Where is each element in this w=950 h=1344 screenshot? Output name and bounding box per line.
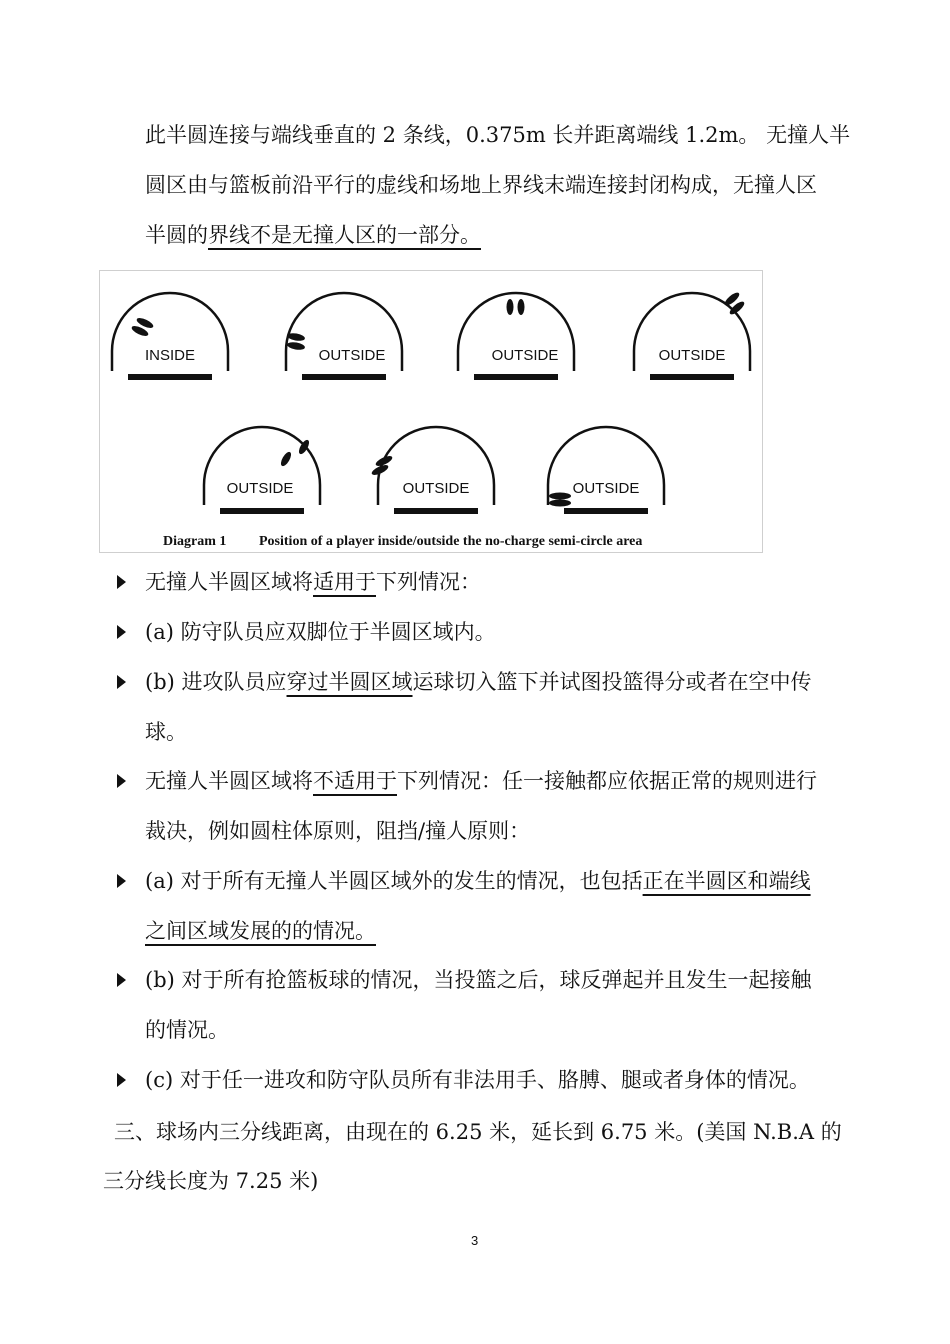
item-text: 无撞人半圆区域将: [145, 769, 313, 793]
bullet-item-5-cont: [145, 916, 376, 946]
underlined-phrase: 适用于: [313, 570, 376, 594]
intro-line-1: 此半圆连接与端线垂直的 2 条线，0.375m 长并距离端线 1.2m。 无撞人半: [145, 123, 851, 147]
underlined-phrase: 不适用于: [313, 769, 397, 793]
page-number: 3: [471, 1233, 479, 1248]
bullet-item-1: [145, 567, 481, 597]
item-text: (a) 对于所有无撞人半圆区域外的发生的情况，也包括: [145, 869, 643, 893]
foot-mark: [279, 450, 293, 467]
item-text: 无撞人半圆区域将: [145, 570, 313, 594]
bullet-item-2: (a) 防守队员应双脚位于半圆区域内。: [145, 620, 496, 644]
bullet-icon: [117, 675, 126, 689]
diagram-label-3: OUTSIDE: [491, 347, 559, 364]
section-3-line-1: 三、球场内三分线距离，由现在的 6.25 米，延长到 6.75 米。(美国 N.B.A 的: [114, 1120, 842, 1144]
baseline-3: [474, 374, 558, 380]
baseline-6: [394, 508, 478, 514]
diagram-label-5: OUTSIDE: [226, 480, 294, 497]
intro-line-2: 圆区由与篮板前沿平行的虚线和场地上界线末端连接封闭构成，无撞人区: [145, 173, 817, 197]
underlined-phrase: 之间区域发展的的情况。: [145, 919, 376, 943]
foot-mark: [507, 299, 514, 315]
foot-mark: [518, 299, 525, 315]
bullet-icon: [117, 973, 126, 987]
diagram-svg: [100, 271, 764, 554]
diagram-caption-id: Diagram 1: [163, 534, 227, 549]
diagram-label-4: OUTSIDE: [658, 347, 726, 364]
underlined-phrase: 界线不是无撞人区的一部分。: [208, 223, 481, 247]
underlined-phrase: 正在半圆区和端线: [642, 869, 811, 893]
section-3-line-2: 三分线长度为 7.25 米): [103, 1169, 319, 1193]
bullet-icon: [117, 874, 126, 888]
item-text: 运球切入篮下并试图投篮得分或者在空中传: [412, 670, 812, 694]
foot-mark: [287, 341, 306, 351]
item-text: 下列情况：任一接触都应依据正常的规则进行: [397, 769, 817, 793]
bullet-item-7: (c) 对于任一进攻和防守队员所有非法用手、胳膊、腿或者身体的情况。: [145, 1068, 810, 1092]
foot-mark: [549, 493, 571, 500]
baseline-2: [302, 374, 386, 380]
bullet-item-5: [145, 866, 811, 896]
bullet-item-4-cont: 裁决，例如圆柱体原则，阻挡/撞人原则：: [145, 819, 531, 843]
item-text: 下列情况：: [376, 570, 481, 594]
bullet-item-4: [145, 766, 817, 796]
diagram-label-2: OUTSIDE: [318, 347, 386, 364]
baseline-5: [220, 508, 304, 514]
bullet-item-3-cont: 球。: [145, 720, 187, 744]
diagram-label-6: OUTSIDE: [402, 480, 470, 497]
diagram-label-7: OUTSIDE: [572, 480, 640, 497]
diagram-figure: [99, 270, 763, 553]
diagram-label-1: INSIDE: [144, 347, 196, 364]
bullet-icon: [117, 575, 126, 589]
intro-line-3: [145, 220, 481, 250]
foot-mark: [549, 500, 571, 507]
bullet-item-6-cont: 的情况。: [145, 1018, 229, 1042]
bullet-item-6: (b) 对于所有抢篮板球的情况，当投篮之后，球反弹起并且发生一起接触: [145, 968, 812, 992]
item-text: (b) 进攻队员应: [145, 670, 287, 694]
bullet-item-3: [145, 667, 812, 697]
bullet-icon: [117, 625, 126, 639]
intro-line-3-text: 半圆的: [145, 223, 208, 247]
underlined-phrase: 穿过半圆区域: [286, 670, 413, 694]
bullet-icon: [117, 774, 126, 788]
baseline-7: [564, 508, 648, 514]
baseline-1: [128, 374, 212, 380]
bullet-icon: [117, 1073, 126, 1087]
diagram-caption-text: Position of a player inside/outside the no-charge semi-circle area: [259, 534, 643, 549]
baseline-4: [650, 374, 734, 380]
